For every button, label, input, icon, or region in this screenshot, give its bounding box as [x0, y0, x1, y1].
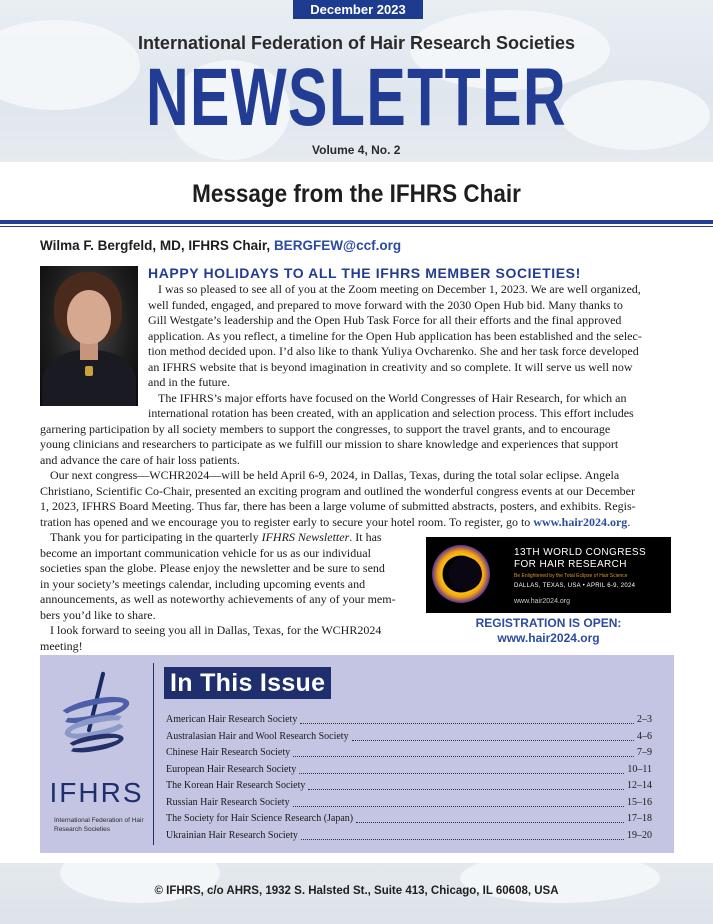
body-text-line: tion method decided upon. I’d also like to thank Yuliya Ovcharenko. She and her task force developed: [148, 344, 639, 358]
body-text-line: Christiano, Scientific Co-Chair, presented an exciting program and outlined the wonderful congress events at our December: [40, 483, 636, 498]
body-text-line: tration has opened and we encourage you to register early to secure your hotel room. To register, go to www.hair2024.org.: [40, 514, 631, 529]
in-this-issue-box: [40, 655, 674, 853]
banner-url: www.hair2024.org: [514, 598, 571, 605]
registration-link[interactable]: www.hair2024.org: [497, 631, 600, 645]
toc-item[interactable]: [166, 810, 652, 826]
body-text-line: become an important communication vehicle for us as our individual: [40, 545, 371, 560]
body-text-line: application. As you reflect, a timeline for the Open Hub application has been established and the selec-: [148, 328, 642, 343]
organization-name: International Federation of Hair Research Societies: [137, 33, 576, 53]
logo-wordmark: IFHRS: [49, 777, 144, 808]
toc-item-pages: 10–11: [627, 763, 652, 775]
toc-item[interactable]: [166, 827, 652, 843]
toc-item-name: European Hair Research Society: [166, 763, 297, 775]
body-text-line: in your society’s meetings calendar, including upcoming events and: [40, 576, 366, 591]
congress-banner[interactable]: [426, 537, 671, 613]
body-text-line: Our next congress—WCHR2024—will be held April 6-9, 2024, in Dallas, Texas, during the total solar eclipse. Angela: [50, 468, 620, 482]
banner-tagline: Be Enlightened by the Total Eclipse of Hair Science: [514, 573, 628, 579]
toc-item-name: The Korean Hair Research Society: [166, 780, 306, 791]
toc-item-name: American Hair Research Society: [166, 714, 298, 725]
body-text-line: meeting!: [40, 638, 83, 653]
byline: [40, 236, 401, 256]
author-email-link[interactable]: BERGFEW@ccf.org: [273, 238, 402, 253]
logo-subtitle: International Federation of Hair Research Societies: [54, 817, 144, 833]
body-text-line: societies span the globe. Please enjoy the newsletter and be sure to send: [40, 561, 385, 575]
body-text-line: and in the future.: [148, 375, 230, 389]
in-this-issue-title: In This Issue: [164, 667, 331, 699]
body-text-line: The IFHRS’s major efforts have focused on the World Congresses of Hair Research, for which an: [158, 390, 627, 405]
toc-item[interactable]: [166, 794, 652, 810]
body-text-line: well funded, engaged, and prepared to move forward with the 2030 Open Hub bid. Many thanks to: [148, 297, 623, 312]
body-text-line: I was so pleased to see all of you at the Zoom meeting on December 1, 2023. We are well organized,: [158, 282, 641, 296]
toc-item-pages: 12–14: [627, 780, 652, 791]
newsletter-name: IFHRS Newsletter: [261, 530, 350, 544]
banner-title: 13TH WORLD CONGRESS: [514, 547, 647, 558]
body-text-line: and advance the care of hair loss patients.: [40, 452, 240, 467]
eclipse-icon: [448, 557, 482, 591]
author-name: Wilma F. Bergfeld, MD, IFHRS Chair,: [40, 238, 271, 253]
divider: [0, 226, 713, 227]
body-text-line: Thank you for participating in the quarterly IFHRS Newsletter. It has: [50, 530, 382, 544]
registration-notice: REGISTRATION IS OPEN:: [475, 616, 622, 630]
toc-item[interactable]: [166, 711, 652, 727]
toc-item-name: Chinese Hair Research Society: [166, 747, 291, 758]
footer-address: © IFHRS, c/o AHRS, 1932 S. Halsted St., Suite 413, Chicago, IL 60608, USA: [154, 885, 559, 897]
greeting-heading: HAPPY HOLIDAYS TO ALL THE IFHRS MEMBER SOCIETIES!: [148, 265, 581, 281]
body-text-line: I look forward to seeing you all in Dallas, Texas, for the WCHR2024: [50, 623, 382, 637]
banner-title: FOR HAIR RESEARCH: [514, 559, 627, 570]
toc-item-pages: 4–6: [637, 730, 652, 742]
toc-item-pages: 7–9: [637, 747, 652, 758]
toc-item-name: Australasian Hair and Wool Research Society: [166, 730, 349, 742]
divider: [0, 220, 713, 224]
body-text-line: garnering participation by all society members to support the congresses, to support the travel grants, and to encourage: [40, 421, 611, 436]
article-heading: Message from the IFHRS Chair: [192, 180, 521, 208]
toc-item[interactable]: [166, 728, 652, 744]
body-text-line: 1, 2023, IFHRS Board Meeting. Thus far, there has been a large volume of submitted abstracts, posters, and exhibits. Regis-: [40, 499, 636, 513]
toc-item-pages: 2–3: [637, 714, 652, 725]
author-photo: [40, 266, 138, 406]
volume-number: Volume 4, No. 2: [312, 143, 401, 157]
body-text-line: an IFHRS website that is beyond imagination in creativity and so complete. It will serve us well now: [148, 359, 633, 374]
newsletter-title: NEWSLETTER: [145, 52, 568, 143]
toc-item-pages: 17–18: [627, 813, 652, 824]
body-text-line: announcements, as well as noteworthy achievements of any of your mem-: [40, 592, 396, 606]
toc-item[interactable]: [166, 744, 652, 760]
toc-item-name: The Society for Hair Science Research (Japan): [166, 813, 354, 824]
issue-date: December 2023: [293, 0, 423, 19]
toc-item-name: Russian Hair Research Society: [166, 796, 290, 808]
toc-item[interactable]: [166, 777, 652, 793]
banner-location: DALLAS, TEXAS, USA • APRIL 6-9, 2024: [514, 583, 636, 589]
toc-item-name: Ukrainian Hair Research Society: [166, 829, 298, 841]
masthead: [0, 0, 713, 162]
divider: [153, 663, 154, 845]
body-text-line: international rotation has been created, with an application and selection process. This effort includes: [148, 406, 634, 420]
body-text-line: Gill Westgate’s leadership and the Open Hub Task Force for all their efforts and the final approved: [148, 313, 622, 327]
register-link[interactable]: www.hair2024.org: [533, 514, 628, 529]
ifhrs-logo: [40, 655, 153, 853]
toc-item-pages: 15–16: [627, 796, 652, 808]
footer: [0, 863, 713, 924]
toc-item-pages: 19–20: [627, 829, 652, 841]
body-text-line: bers you’d like to share.: [40, 607, 156, 622]
body-text-line: young clinicians and researchers to participate as we fulfill our mission to share knowledge and experiences that support: [40, 437, 619, 451]
toc-item[interactable]: [166, 761, 652, 777]
